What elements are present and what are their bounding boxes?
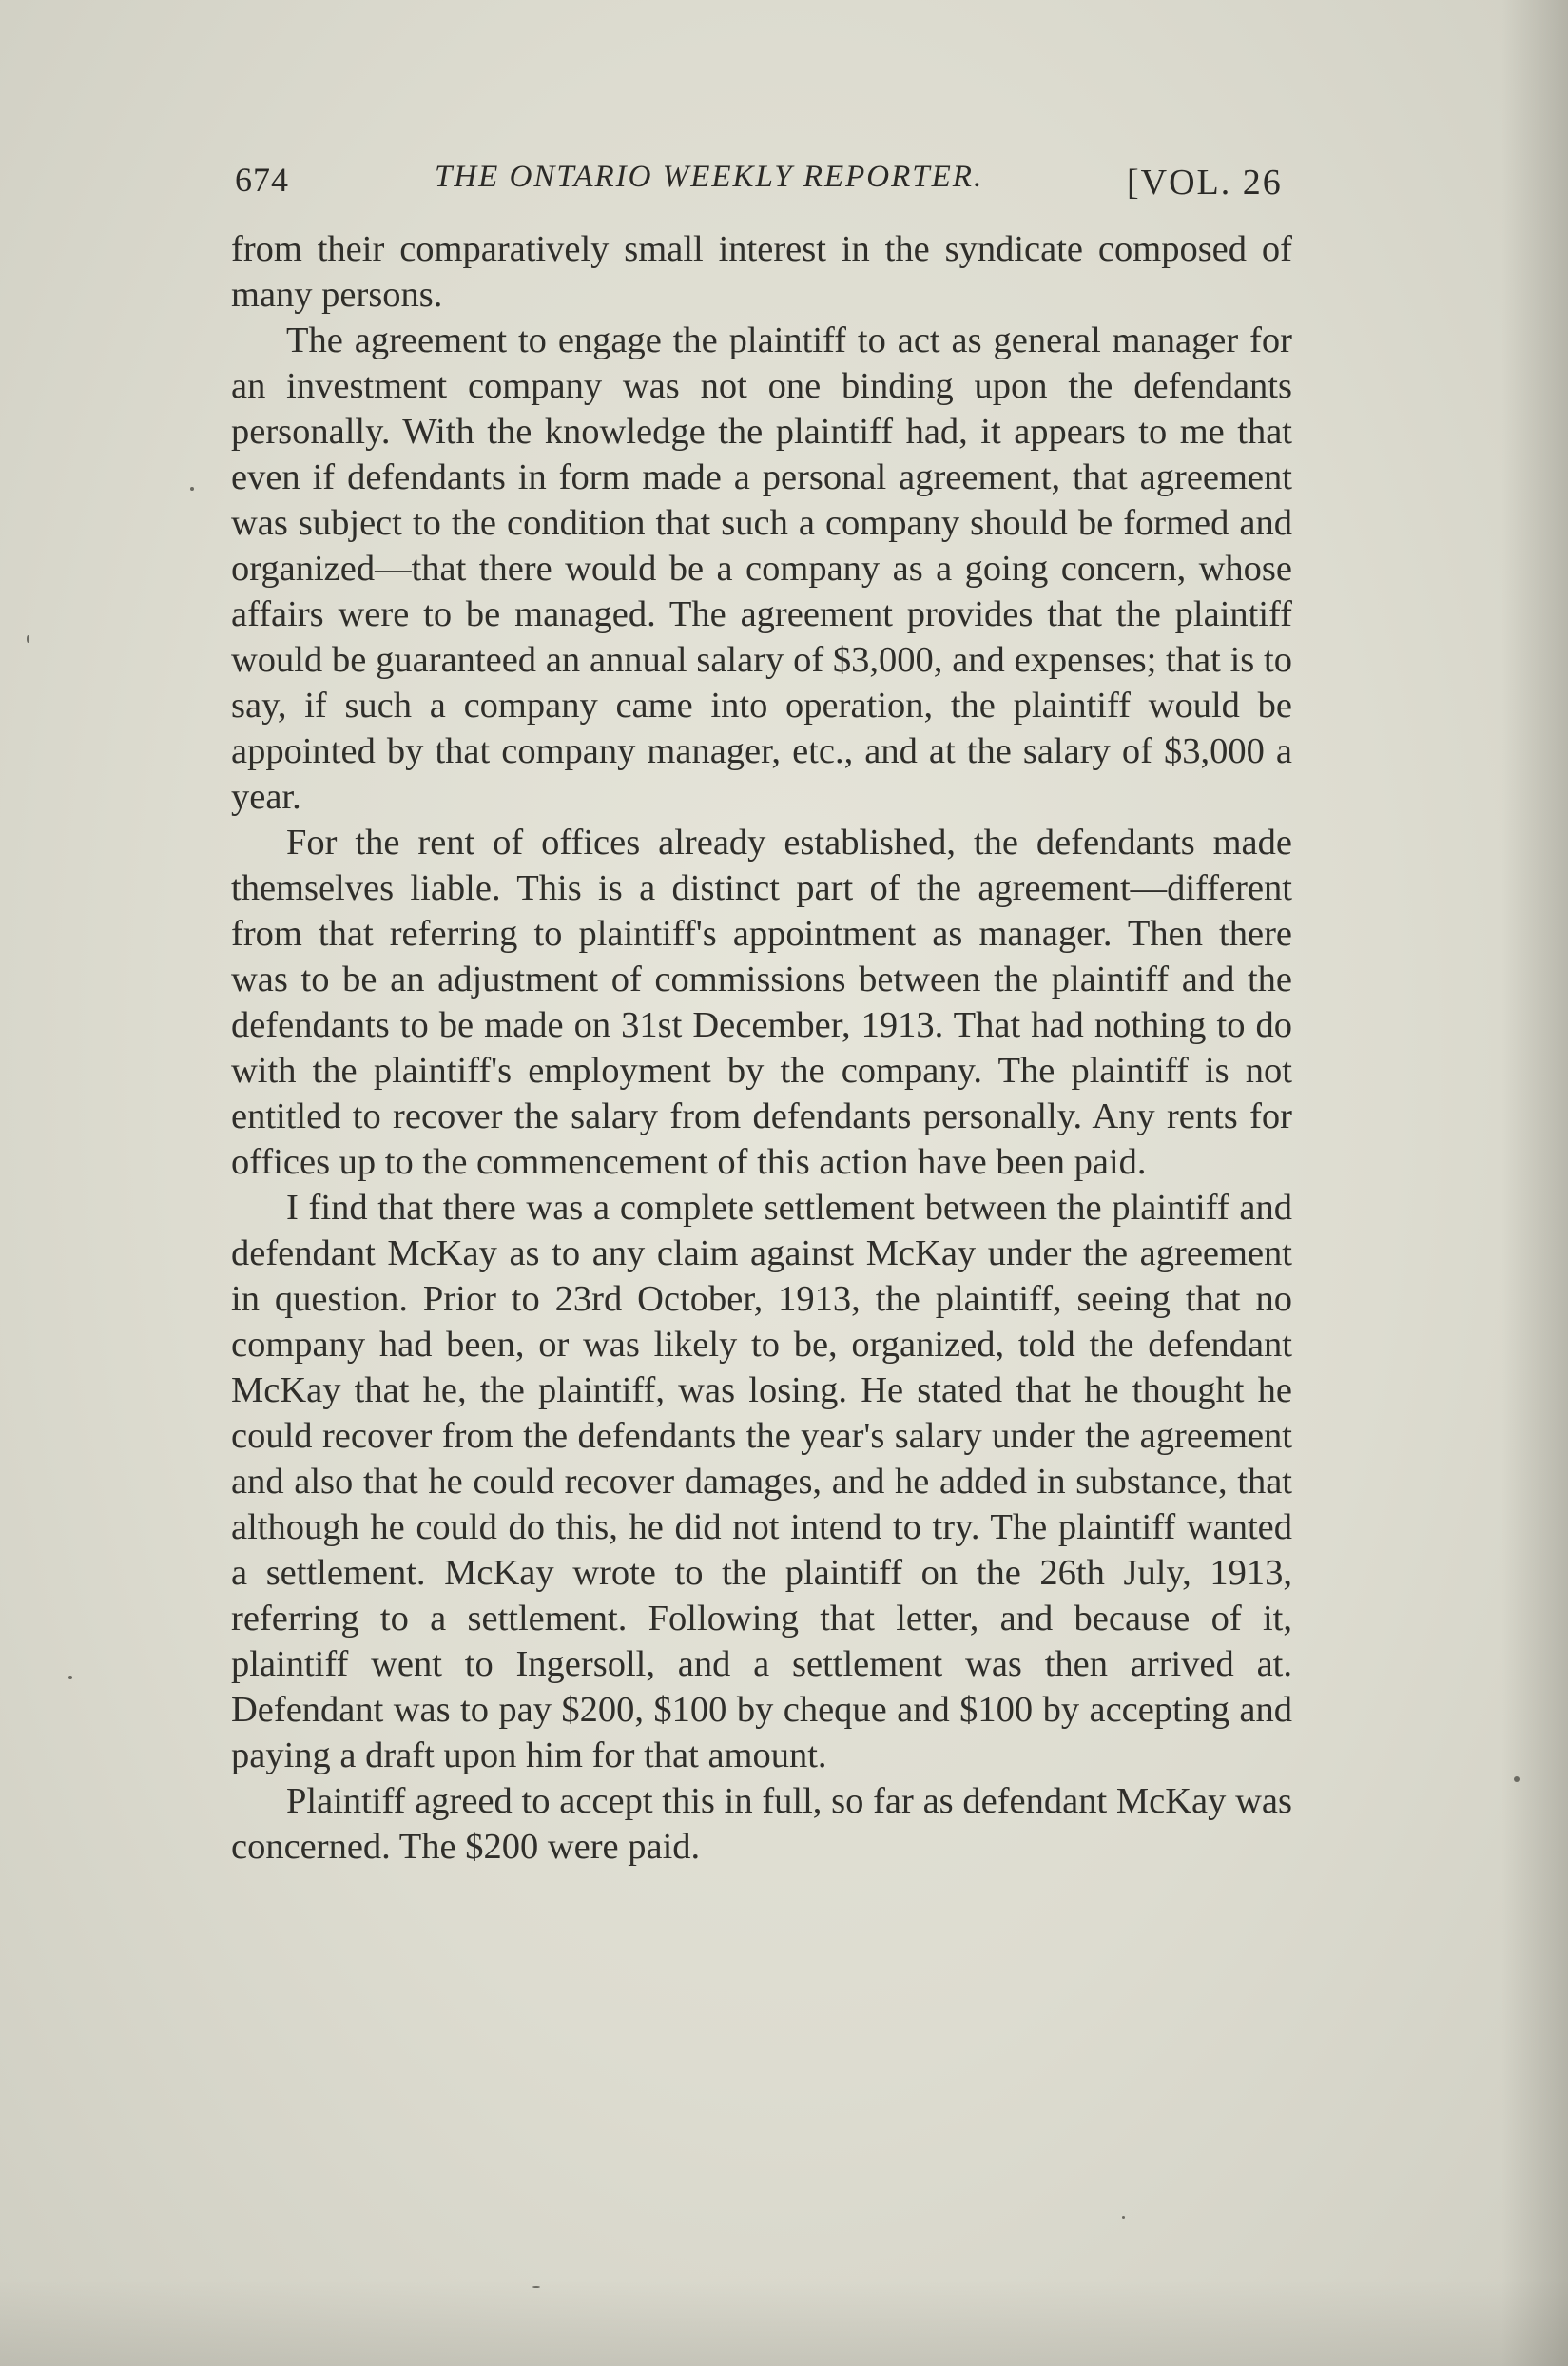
paper-speck xyxy=(68,1676,72,1679)
page-number: 674 xyxy=(235,161,289,199)
paper-speck xyxy=(1122,2216,1125,2219)
volume-label: [VOL. 26 xyxy=(1127,163,1283,203)
paragraph-continuation: from their comparatively small interest in the syndicate composed of many persons. xyxy=(231,229,1292,315)
paper-speck xyxy=(532,2286,540,2288)
running-header xyxy=(235,152,1300,209)
body-text xyxy=(231,226,1292,1870)
paragraph: Plaintiff agreed to accept this in full, so far as defendant McKay was concerned. The $200 were paid. xyxy=(231,1781,1292,1867)
paper-speck xyxy=(27,635,29,643)
paragraph: The agreement to engage the plaintiff to act as general manager for an investment company was not one binding upon the defendants personally. With the knowledge the plaintiff had, it appears to me that even if defendants in form made a personal agreement, that agreement was subject to the condition that such a company should be formed and organized—that there would be a company as a going concern, whose affairs were to be managed. The agreement provides that the plaintiff would be guaranteed an annual salary of $3,000, and expenses; that is to say, if such a company came into operation, the plaintiff would be appointed by that company manager, etc., and at the salary of $3,000 a year. xyxy=(231,320,1292,817)
paper-speck xyxy=(1514,1776,1520,1782)
running-title: THE ONTARIO WEEKLY REPORTER. xyxy=(435,160,984,194)
page-edge-shadow xyxy=(1501,0,1568,2366)
paper-speck xyxy=(190,487,194,491)
page-bottom-shadow xyxy=(0,2280,1568,2366)
paragraph: I find that there was a complete settlement between the plaintiff and defendant McKay as to any claim against McKay under the agreement in question. Prior to 23rd October, 1913, the plaintiff, seeing that no company had been, or was likely to be, organized, told the defendant McKay that he, the plaintiff, was losing. He stated that he thought he could recover from the defendants the year's salary under the agreement and also that he could recover damages, and he added in substance, that although he could do this, he did not intend to try. The plaintiff wanted a settlement. McKay wrote to the plaintiff on the 26th July, 1913, referring to a settlement. Following that letter, and because of it, plaintiff went to Ingersoll, and a settlement was then arrived at. Defendant was to pay $200, $100 by cheque and $100 by accepting and paying a draft upon him for that amount. xyxy=(231,1188,1292,1775)
paragraph: For the rent of offices already established, the defendants made themselves liable. This is a distinct part of the agreement—different from that referring to plaintiff's appointment as manager. Then there was to be an adjustment of commissions between the plaintiff and the defendants to be made on 31st December, 1913. That had nothing to do with the plaintiff's employment by the company. The plaintiff is not entitled to recover the salary from defendants personally. Any rents for offices up to the commencement of this action have been paid. xyxy=(231,823,1292,1182)
